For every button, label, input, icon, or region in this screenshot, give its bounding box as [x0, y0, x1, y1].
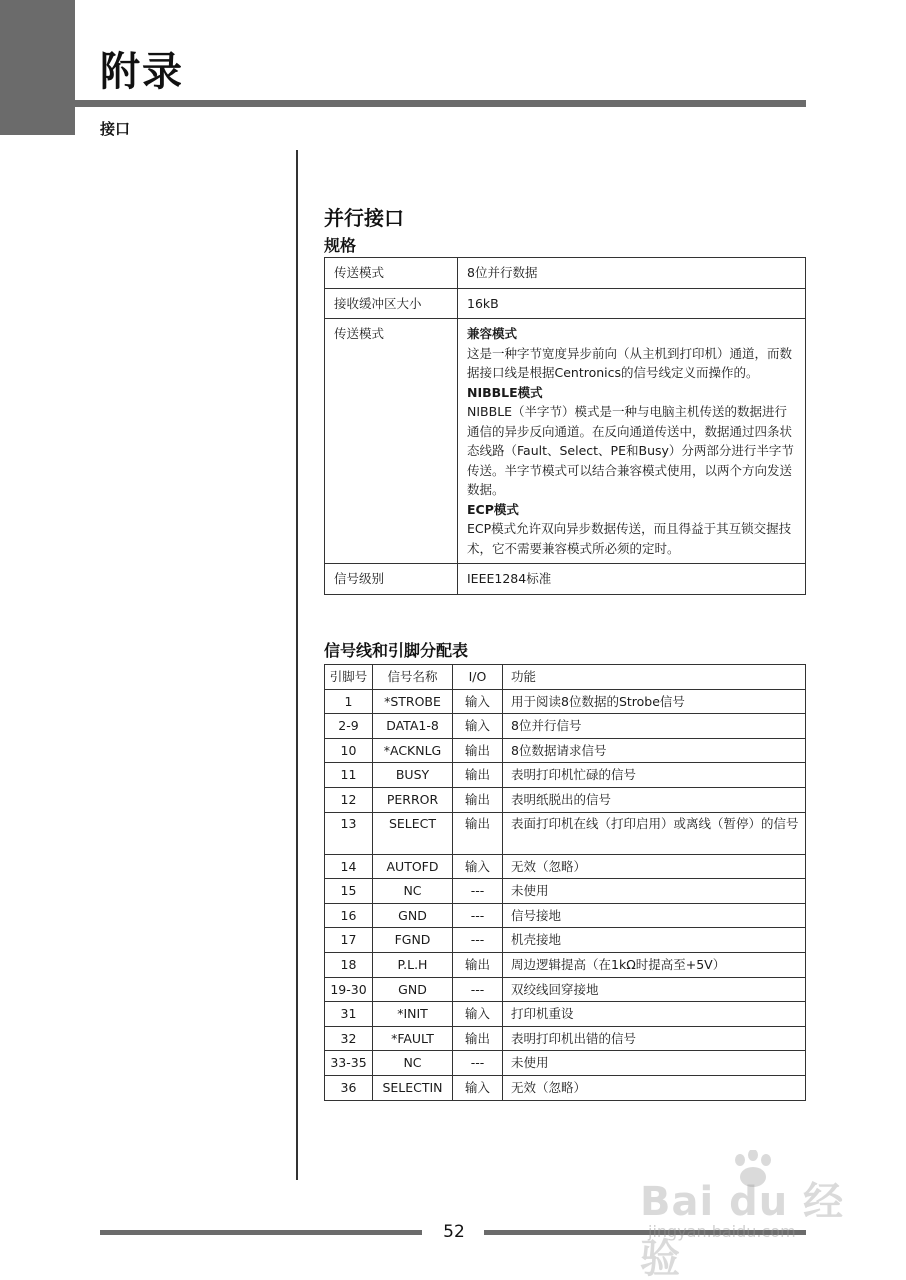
- table-row: [325, 879, 806, 904]
- cell-io: ---: [453, 928, 503, 953]
- spec-value: IEEE1284标准: [458, 564, 806, 595]
- cell-io: 输出: [453, 812, 503, 854]
- cell-io: 输入: [453, 854, 503, 879]
- table-row: [325, 763, 806, 788]
- cell-function: 表明打印机出错的信号: [503, 1026, 806, 1051]
- cell-signal: FGND: [373, 928, 453, 953]
- cell-signal: BUSY: [373, 763, 453, 788]
- table-row: [325, 1002, 806, 1027]
- cell-function: 信号接地: [503, 903, 806, 928]
- spec-table: [324, 257, 806, 595]
- spec-value: 16kB: [458, 288, 806, 319]
- watermark: [640, 1150, 870, 1280]
- cell-function: 无效（忽略）: [503, 1075, 806, 1100]
- cell-function: 未使用: [503, 1051, 806, 1076]
- table-row: [325, 952, 806, 977]
- cell-signal: *INIT: [373, 1002, 453, 1027]
- cell-signal: SELECTIN: [373, 1075, 453, 1100]
- cell-io: 输入: [453, 714, 503, 739]
- cell-function: 用于阅读8位数据的Strobe信号: [503, 689, 806, 714]
- cell-function: 周边逻辑提高（在1kΩ时提高至+5V）: [503, 952, 806, 977]
- pin-table: [324, 664, 806, 1101]
- table-row: [325, 1075, 806, 1100]
- cell-signal: SELECT: [373, 812, 453, 854]
- cell-signal: GND: [373, 903, 453, 928]
- page-title: 附录: [100, 49, 184, 95]
- cell-pin: 12: [325, 787, 373, 812]
- cell-pin: 16: [325, 903, 373, 928]
- mode-text: NIBBLE（半字节）模式是一种与电脑主机传送的数据进行通信的异步反向通道。在反向通道传送中，数据通过四条状态线路（Fault、Select、PE和Busy）分两部分进行半字节传送。半字节模式可以结合兼容模式使用，以两个方向发送数据。: [467, 404, 794, 497]
- cell-io: 输入: [453, 689, 503, 714]
- cell-pin: 15: [325, 879, 373, 904]
- cell-pin: 31: [325, 1002, 373, 1027]
- cell-signal: DATA1-8: [373, 714, 453, 739]
- cell-signal: *ACKNLG: [373, 738, 453, 763]
- spec-key: 传送模式: [325, 319, 458, 564]
- spec-value: 8位并行数据: [458, 258, 806, 289]
- table-row: [325, 738, 806, 763]
- cell-function: 8位并行信号: [503, 714, 806, 739]
- watermark-url: jingyan.baidu.com: [648, 1222, 796, 1241]
- cell-io: 输入: [453, 1075, 503, 1100]
- cell-pin: 2-9: [325, 714, 373, 739]
- cell-signal: AUTOFD: [373, 854, 453, 879]
- header-pin: 引脚号: [325, 665, 373, 690]
- cell-signal: *FAULT: [373, 1026, 453, 1051]
- watermark-brand: Bai du 经验: [640, 1179, 845, 1280]
- cell-pin: 32: [325, 1026, 373, 1051]
- cell-pin: 17: [325, 928, 373, 953]
- cell-function: 未使用: [503, 879, 806, 904]
- header-signal: 信号名称: [373, 665, 453, 690]
- cell-pin: 1: [325, 689, 373, 714]
- cell-signal: NC: [373, 1051, 453, 1076]
- page-subtitle: 接口: [100, 120, 131, 138]
- cell-pin: 13: [325, 812, 373, 854]
- spec-key: 传送模式: [325, 258, 458, 289]
- cell-pin: 36: [325, 1075, 373, 1100]
- cell-function: 双绞线回穿接地: [503, 977, 806, 1002]
- spec-row: [325, 258, 806, 289]
- cell-io: ---: [453, 879, 503, 904]
- corner-block: [0, 0, 75, 135]
- table-row: [325, 812, 806, 854]
- cell-function: 表明打印机忙碌的信号: [503, 763, 806, 788]
- title-rule: [75, 100, 806, 107]
- cell-function: 无效（忽略）: [503, 854, 806, 879]
- table-row: [325, 977, 806, 1002]
- cell-pin: 19-30: [325, 977, 373, 1002]
- page-number: 52: [443, 1222, 465, 1242]
- pin-table-header-row: [325, 665, 806, 690]
- cell-io: 输出: [453, 1026, 503, 1051]
- cell-pin: 33-35: [325, 1051, 373, 1076]
- spec-value-modes: [458, 319, 806, 564]
- cell-io: 输出: [453, 952, 503, 977]
- section-title: 并行接口: [324, 206, 404, 230]
- pin-table-heading: 信号线和引脚分配表: [324, 641, 469, 660]
- mode-title: ECP模式: [467, 501, 519, 517]
- mode-title: NIBBLE模式: [467, 384, 543, 400]
- mode-text: 这是一种字节宽度异步前向（从主机到打印机）通道，而数据接口线是根据Centronics的信号线定义而操作的。: [467, 345, 793, 380]
- cell-function: 表面打印机在线（打印启用）或离线（暂停）的信号: [503, 812, 806, 854]
- spec-row: [325, 319, 806, 564]
- cell-signal: PERROR: [373, 787, 453, 812]
- cell-io: ---: [453, 903, 503, 928]
- table-row: [325, 714, 806, 739]
- cell-pin: 11: [325, 763, 373, 788]
- cell-io: 输出: [453, 787, 503, 812]
- mode-text: ECP模式允许双向异步数据传送，而且得益于其互锁交握技术，它不需要兼容模式所必须的定时。: [467, 521, 792, 556]
- table-row: [325, 787, 806, 812]
- cell-io: 输出: [453, 738, 503, 763]
- spec-key: 接收缓冲区大小: [325, 288, 458, 319]
- table-row: [325, 854, 806, 879]
- spec-row: [325, 564, 806, 595]
- cell-signal: *STROBE: [373, 689, 453, 714]
- cell-function: 机壳接地: [503, 928, 806, 953]
- spec-row: [325, 288, 806, 319]
- table-row: [325, 689, 806, 714]
- cell-signal: P.L.H: [373, 952, 453, 977]
- cell-function: 8位数据请求信号: [503, 738, 806, 763]
- table-row: [325, 1051, 806, 1076]
- cell-pin: 10: [325, 738, 373, 763]
- cell-io: 输出: [453, 763, 503, 788]
- spec-key: 信号级别: [325, 564, 458, 595]
- cell-io: ---: [453, 977, 503, 1002]
- cell-function: 打印机重设: [503, 1002, 806, 1027]
- cell-pin: 18: [325, 952, 373, 977]
- table-row: [325, 903, 806, 928]
- cell-function: 表明纸脱出的信号: [503, 787, 806, 812]
- table-row: [325, 928, 806, 953]
- spec-heading: 规格: [324, 236, 357, 255]
- table-row: [325, 1026, 806, 1051]
- vertical-divider: [296, 150, 298, 1180]
- cell-io: 输入: [453, 1002, 503, 1027]
- header-io: I/O: [453, 665, 503, 690]
- cell-io: ---: [453, 1051, 503, 1076]
- cell-signal: GND: [373, 977, 453, 1002]
- footer-rule-left: [100, 1230, 422, 1235]
- cell-pin: 14: [325, 854, 373, 879]
- cell-signal: NC: [373, 879, 453, 904]
- mode-title: 兼容模式: [467, 326, 518, 341]
- header-function: 功能: [503, 665, 806, 690]
